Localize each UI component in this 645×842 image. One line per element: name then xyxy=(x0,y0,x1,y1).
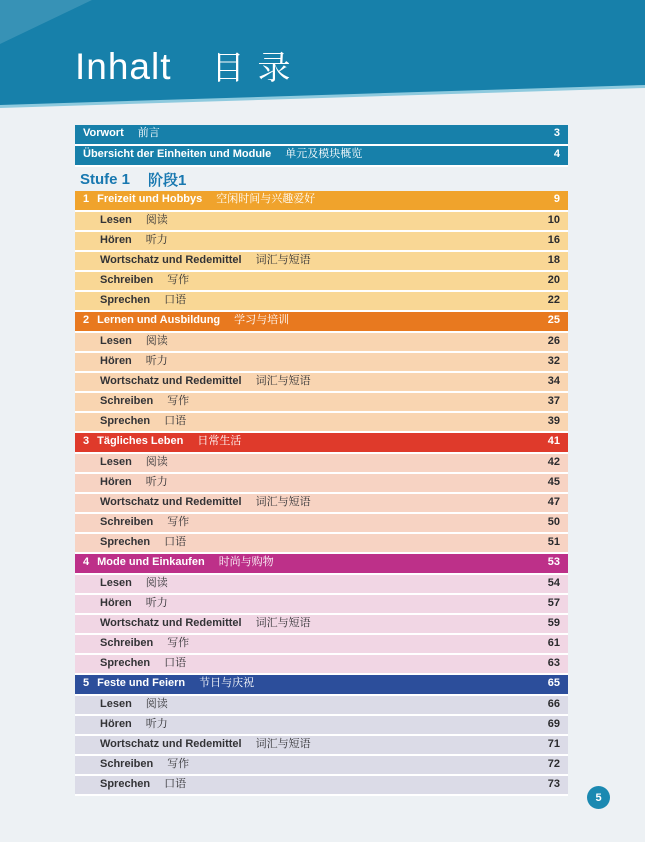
row-page-number: 22 xyxy=(547,293,560,306)
row-label-chinese: 写作 xyxy=(167,636,190,649)
toc-row xyxy=(75,393,568,413)
unit-2-header-row xyxy=(75,312,568,333)
row-label-chinese: 词汇与短语 xyxy=(255,374,311,387)
row-page-number: 61 xyxy=(547,636,560,649)
row-label-german: Wortschatz und Redemittel xyxy=(100,737,242,750)
row-label xyxy=(83,436,548,447)
row-label xyxy=(100,598,548,609)
row-label xyxy=(100,275,548,286)
page-title xyxy=(75,42,304,89)
stage-heading-german: Stufe 1 xyxy=(80,170,131,188)
row-page-number: 37 xyxy=(547,394,560,407)
toc-row xyxy=(75,696,568,716)
unit-number: 1 xyxy=(83,193,90,205)
stage-heading-chinese: 阶段1 xyxy=(148,171,187,189)
row-label xyxy=(100,497,548,508)
row-label-chinese: 写作 xyxy=(167,273,190,286)
toc-row xyxy=(75,373,568,393)
row-label-chinese: 写作 xyxy=(167,757,190,770)
row-page-number: 42 xyxy=(547,455,560,468)
row-label-german: Sprechen xyxy=(100,293,151,306)
row-label-german: Hören xyxy=(100,354,132,367)
row-label-chinese: 口语 xyxy=(164,535,187,548)
unit-number: 2 xyxy=(83,314,90,326)
row-label-chinese: 口语 xyxy=(164,777,187,790)
toc-row xyxy=(75,333,568,353)
row-label xyxy=(100,719,548,730)
row-label xyxy=(100,537,548,548)
row-page-number: 71 xyxy=(547,737,560,750)
toc-row xyxy=(75,655,568,675)
row-page-number: 18 xyxy=(547,253,560,266)
unit-3-header-row xyxy=(75,433,568,454)
row-label xyxy=(100,255,548,266)
row-label-chinese: 口语 xyxy=(164,656,187,669)
row-label-chinese: 词汇与短语 xyxy=(255,616,311,629)
row-label-german: Sprechen xyxy=(100,656,151,669)
row-label-chinese: 阅读 xyxy=(145,213,168,226)
row-label-german: Schreiben xyxy=(100,515,154,528)
row-label xyxy=(100,618,548,629)
unit-title-chinese: 节日与庆祝 xyxy=(199,677,255,689)
row-label xyxy=(100,416,548,427)
row-label xyxy=(100,759,548,770)
row-label-german: Wortschatz und Redemittel xyxy=(100,616,242,629)
row-label xyxy=(83,194,554,205)
toc-row xyxy=(75,514,568,534)
unit-4-header-row xyxy=(75,554,568,575)
row-label-chinese: 写作 xyxy=(167,394,190,407)
row-label xyxy=(100,658,548,669)
row-label-chinese: 词汇与短语 xyxy=(255,737,311,750)
toc-row xyxy=(75,756,568,776)
toc-row xyxy=(75,575,568,595)
toc-row xyxy=(75,252,568,272)
row-label xyxy=(100,215,548,226)
row-page-number: 72 xyxy=(547,757,560,770)
page-number-badge: 5 xyxy=(587,786,610,809)
row-label xyxy=(100,638,548,649)
row-label-chinese: 听力 xyxy=(145,475,168,488)
row-label-chinese: 前言 xyxy=(137,127,160,139)
toc-row xyxy=(75,232,568,252)
unit-page-number: 53 xyxy=(547,556,560,568)
row-label xyxy=(100,699,548,710)
unit-page-number: 41 xyxy=(547,435,560,447)
row-label-german: Sprechen xyxy=(100,535,151,548)
row-label xyxy=(83,128,554,139)
row-label-chinese: 阅读 xyxy=(145,697,168,710)
unit-title-german: Freizeit und Hobbys xyxy=(97,193,203,205)
row-label-german: Sprechen xyxy=(100,414,151,427)
row-label xyxy=(100,578,548,589)
toc-row xyxy=(75,534,568,554)
unit-title-german: Lernen und Ausbildung xyxy=(97,314,221,326)
row-label xyxy=(100,336,548,347)
row-label-chinese: 词汇与短语 xyxy=(255,495,311,508)
row-label xyxy=(100,295,548,306)
row-page-number: 39 xyxy=(547,414,560,427)
row-label-german: Hören xyxy=(100,475,132,488)
toc-row-vorwort xyxy=(75,125,568,146)
row-page-number: 57 xyxy=(547,596,560,609)
row-page-number: 16 xyxy=(547,233,560,246)
unit-number: 4 xyxy=(83,556,90,568)
row-label xyxy=(83,149,554,160)
toc-row xyxy=(75,635,568,655)
row-label-german: Lesen xyxy=(100,334,132,347)
row-label-german: Schreiben xyxy=(100,757,154,770)
toc-row xyxy=(75,413,568,433)
unit-page-number: 65 xyxy=(547,677,560,689)
row-label-german: Hören xyxy=(100,717,132,730)
row-label-chinese: 听力 xyxy=(145,354,168,367)
toc-row xyxy=(75,736,568,756)
toc-row xyxy=(75,716,568,736)
unit-title-chinese: 日常生活 xyxy=(197,435,242,447)
row-label xyxy=(100,356,548,367)
row-page-number: 54 xyxy=(547,576,560,589)
row-page-number: 4 xyxy=(553,148,560,160)
toc-row xyxy=(75,212,568,232)
row-label-chinese: 阅读 xyxy=(145,334,168,347)
row-page-number: 66 xyxy=(547,697,560,710)
toc-row xyxy=(75,494,568,514)
row-label-chinese: 口语 xyxy=(164,414,187,427)
unit-title-german: Feste und Feiern xyxy=(97,677,186,689)
unit-number: 5 xyxy=(83,677,90,689)
row-label-chinese: 单元及模块概览 xyxy=(285,148,363,160)
row-label-chinese: 阅读 xyxy=(145,455,168,468)
row-page-number: 63 xyxy=(547,656,560,669)
row-label-chinese: 听力 xyxy=(145,233,168,246)
unit-title-german: Tägliches Leben xyxy=(97,435,184,447)
row-page-number: 50 xyxy=(547,515,560,528)
row-page-number: 47 xyxy=(547,495,560,508)
unit-page-number: 25 xyxy=(547,314,560,326)
toc-row xyxy=(75,454,568,474)
row-label-chinese: 阅读 xyxy=(145,576,168,589)
row-label-german: Hören xyxy=(100,596,132,609)
row-label-german: Hören xyxy=(100,233,132,246)
row-label xyxy=(100,517,548,528)
unit-number: 3 xyxy=(83,435,90,447)
unit-title-chinese: 空闲时间与兴趣爱好 xyxy=(216,193,316,205)
row-label-chinese: 写作 xyxy=(167,515,190,528)
toc-row xyxy=(75,353,568,373)
row-label xyxy=(100,396,548,407)
unit-title-chinese: 学习与培训 xyxy=(234,314,290,326)
row-label xyxy=(100,457,548,468)
page-title-chinese: 目录 xyxy=(211,49,304,86)
row-page-number: 34 xyxy=(547,374,560,387)
row-page-number: 26 xyxy=(547,334,560,347)
row-page-number: 51 xyxy=(547,535,560,548)
row-label-german: Lesen xyxy=(100,213,132,226)
row-page-number: 69 xyxy=(547,717,560,730)
row-label xyxy=(100,779,548,790)
row-label-chinese: 听力 xyxy=(145,596,168,609)
row-label xyxy=(83,678,548,689)
toc-row xyxy=(75,615,568,635)
toc-table xyxy=(75,125,568,796)
row-page-number: 73 xyxy=(547,777,560,790)
row-label-german: Wortschatz und Redemittel xyxy=(100,374,242,387)
row-page-number: 32 xyxy=(547,354,560,367)
row-label-chinese: 听力 xyxy=(145,717,168,730)
toc-row xyxy=(75,292,568,312)
toc-row xyxy=(75,776,568,796)
row-label xyxy=(100,739,548,750)
unit-title-german: Mode und Einkaufen xyxy=(97,556,205,568)
row-label-german: Schreiben xyxy=(100,394,154,407)
row-label-german: Lesen xyxy=(100,576,132,589)
unit-1-header-row xyxy=(75,191,568,212)
row-label xyxy=(100,376,548,387)
row-label-german: Schreiben xyxy=(100,273,154,286)
row-label-german: Übersicht der Einheiten und Module xyxy=(83,148,272,160)
toc-row xyxy=(75,272,568,292)
unit-page-number: 9 xyxy=(553,193,560,205)
row-page-number: 20 xyxy=(547,273,560,286)
row-label-german: Wortschatz und Redemittel xyxy=(100,253,242,266)
row-label-chinese: 口语 xyxy=(164,293,187,306)
row-label-german: Wortschatz und Redemittel xyxy=(100,495,242,508)
row-label xyxy=(100,477,548,488)
row-label xyxy=(83,315,548,326)
row-page-number: 3 xyxy=(553,127,560,139)
row-page-number: 10 xyxy=(547,213,560,226)
row-page-number: 45 xyxy=(547,475,560,488)
row-label-chinese: 词汇与短语 xyxy=(255,253,311,266)
page-title-german: Inhalt xyxy=(75,46,172,87)
row-label xyxy=(83,557,548,568)
toc-row-uebersicht xyxy=(75,146,568,167)
unit-5-header-row xyxy=(75,675,568,696)
row-label xyxy=(100,235,548,246)
row-label-german: Vorwort xyxy=(83,127,124,139)
row-label-german: Lesen xyxy=(100,455,132,468)
row-label-german: Sprechen xyxy=(100,777,151,790)
row-label-german: Schreiben xyxy=(100,636,154,649)
row-page-number: 59 xyxy=(547,616,560,629)
toc-row xyxy=(75,595,568,615)
stage-heading xyxy=(75,167,568,191)
unit-title-chinese: 时尚与购物 xyxy=(218,556,274,568)
toc-row xyxy=(75,474,568,494)
row-label-german: Lesen xyxy=(100,697,132,710)
